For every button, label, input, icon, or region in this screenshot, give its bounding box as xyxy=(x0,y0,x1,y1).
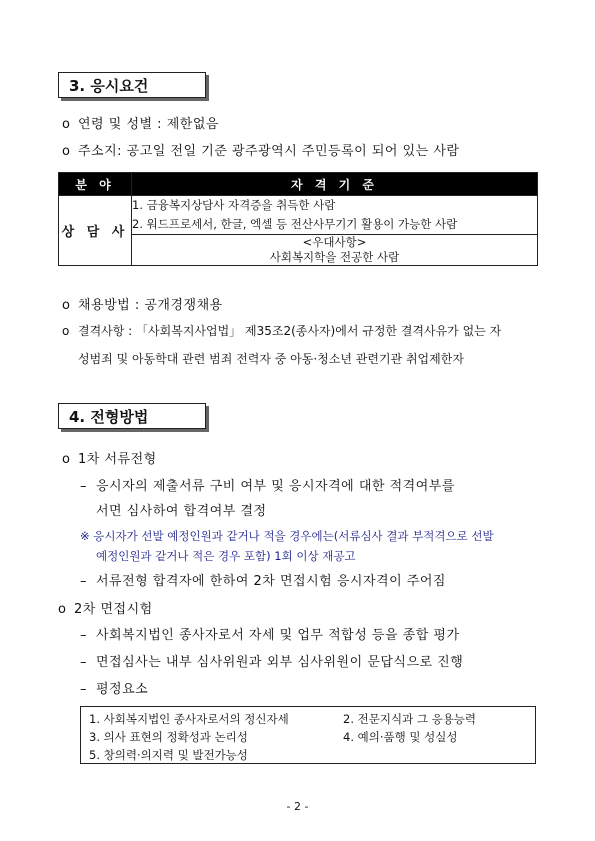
preference-title: <우대사항> xyxy=(302,235,367,249)
dash-mark: – xyxy=(80,655,87,670)
page-number: - 2 - xyxy=(286,800,309,813)
stage1-item-2: – 서류전형 합격자에 한하여 2차 면접시험 응시자격이 주어짐 xyxy=(80,574,446,589)
field-counselor: 상 담 사 xyxy=(59,196,132,266)
bullet-mark: o xyxy=(62,452,71,467)
dash-mark: – xyxy=(80,682,87,697)
disqualification-continuation: 성범죄 및 아동학대 관련 범죄 전력자 중 아동·청소년 관련기관 취업제한자 xyxy=(78,352,464,366)
section-3-heading: 3. 응시요건 xyxy=(58,72,206,98)
section-4-heading: 4. 전형방법 xyxy=(58,403,206,429)
bullet-mark: o xyxy=(62,144,71,159)
bullet-mark: o xyxy=(62,298,71,313)
criteria-cell xyxy=(132,196,538,235)
stage1-note-cont: 예정인원과 같거나 적은 경우 포함) 1회 이상 재공고 xyxy=(96,549,356,563)
stage2-item: – 면접심사는 내부 심사위원과 외부 심사위원이 문답식으로 진행 xyxy=(80,655,464,670)
preference-cell xyxy=(132,235,538,266)
stage1-note: ※ 응시자가 선발 예정인원과 같거나 적을 경우에는(서류심사 결과 부적격으로 선발 xyxy=(80,529,494,543)
table-header-row xyxy=(59,173,538,196)
requirement-hiring-method: o 채용방법 : 공개경쟁채용 xyxy=(62,298,223,313)
stage2-item: – 평정요소 xyxy=(80,682,149,697)
requirement-disqualification: o 결격사항 : 「사회복지사업법」 제35조2(종사자)에서 규정한 결격사유가 없는 자 xyxy=(62,324,502,338)
dash-mark: – xyxy=(80,574,87,589)
criteria-item: 2. 워드프로세서, 한글, 엑셀 등 전산사무기기 활용이 가능한 사람 xyxy=(132,217,458,231)
dash-mark: – xyxy=(80,628,87,643)
bullet-mark: o xyxy=(58,602,67,617)
stage1-title: o 1차 서류전형 xyxy=(62,452,157,467)
stage2-title: o 2차 면접시험 xyxy=(58,602,153,617)
table-row xyxy=(59,196,538,235)
evaluation-criteria-box xyxy=(80,706,536,764)
evaluation-item: 1. 사회복지법인 종사자로서의 정신자세 xyxy=(89,712,289,726)
stage2-item: – 사회복지법인 종사자로서 자세 및 업무 적합성 등을 종합 평가 xyxy=(80,628,460,643)
header-criteria: 자 격 기 준 xyxy=(132,173,538,196)
requirement-age-gender: o 연령 및 성별 : 제한없음 xyxy=(62,117,219,132)
bullet-mark: o xyxy=(62,117,71,132)
qualification-table xyxy=(58,172,538,266)
evaluation-item: 3. 의사 표현의 정확성과 논리성 xyxy=(89,730,248,744)
criteria-item: 1. 금융복지상담사 자격증을 취득한 사람 xyxy=(132,198,336,212)
requirement-residence: o 주소지: 공고일 전일 기준 광주광역시 주민등록이 되어 있는 사람 xyxy=(62,144,460,159)
stage1-item-1: – 응시자의 제출서류 구비 여부 및 응시자격에 대한 적격여부를 xyxy=(80,479,455,494)
preference-text: 사회복지학을 전공한 사람 xyxy=(269,250,400,264)
header-field: 분 야 xyxy=(59,173,132,196)
evaluation-item: 5. 창의력·의지력 및 발전가능성 xyxy=(89,748,248,762)
bullet-mark: o xyxy=(62,324,70,338)
dash-mark: – xyxy=(80,479,87,494)
stage1-item-1-cont: 서면 심사하여 합격여부 결정 xyxy=(96,504,267,519)
evaluation-item: 2. 전문지식과 그 응용능력 xyxy=(343,712,477,726)
evaluation-item: 4. 예의·품행 및 성실성 xyxy=(343,730,458,744)
